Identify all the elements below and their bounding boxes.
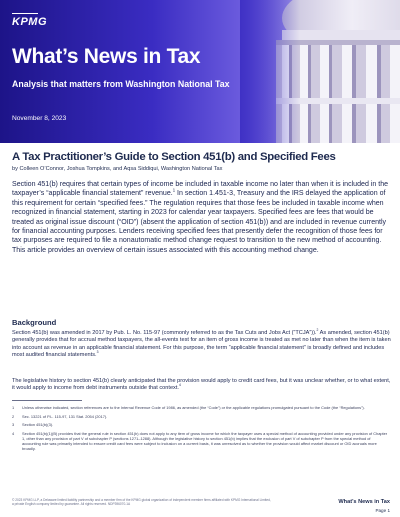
footnote-divider — [12, 400, 82, 401]
footnote-item — [12, 431, 390, 451]
footnote-text: Unless otherwise indicated, section references are to the Internal Revenue Code of 1986, as amended (the “Code”) or the applicable regulations promulgated pursuant to the Code (the “Regulations”). — [22, 405, 365, 410]
publication-title: What’s News in Tax — [12, 45, 201, 68]
footnote-text: Section 451(b)(1)(B) provides that the general rule in section 451(b) does not apply to any item of gross income for which the taxpayer uses a special method of accounting provided under any provision of Chapter 1, other than any provision of part V of subchapter P (sections 1271–1288). Although the legislative history to section 451(b) implies that the exclusion of part V of subchapter P from the special method of accounting rule was primarily intended to ensure credit card fees were subject to inclusion on a current basis, it was unresolved as to whether the provision would affect market discount or OID accruals more broadly. — [22, 430, 388, 452]
background-text: Section 451(b) was amended in 2017 by Pub. L. No. 115-97 (commonly referred to as the Tax Cuts and Jobs Act (“TCJA”)). — [12, 330, 317, 336]
background-text: The legislative history to section 451(b) clearly anticipated that the provision would apply to credit card fees, but it was unclear whether, or to what extent, it would apply to income from debt instruments outside that context. — [12, 378, 391, 392]
footnote-number: 3 — [12, 422, 15, 428]
kpmg-logo — [12, 13, 47, 28]
footnote-item — [12, 405, 390, 410]
footnotes-list — [12, 405, 390, 455]
footnote-ref-4[interactable]: 4 — [178, 383, 181, 388]
footnote-text: Sec. 13221 of P.L. 115-97, 131 Stat. 2054 (2017). — [22, 413, 108, 419]
footnote-item — [12, 414, 390, 419]
intro-text: Section 451(b) requires that certain types of income be included in taxable income no later than when it is included in the taxpayer’s “applicable financial statement” revenue. — [12, 181, 389, 198]
footer-publication-title: What’s News in Tax — [338, 499, 390, 505]
footnote-number: 4 — [12, 430, 15, 436]
article-byline: by Colleen O’Connor, Joshua Tompkins, and Aqsa Siddiqui, Washington National Tax — [12, 166, 223, 172]
background-heading: Background — [12, 318, 57, 327]
footnote-item — [12, 422, 390, 427]
logo-text: KPMG — [12, 16, 47, 28]
footnote-number: 1 — [12, 405, 15, 410]
footnote-text: Section 451(b)(3). — [22, 422, 54, 428]
background-text: As amended, section 451(b) generally provides that for accrual method taxpayers, the all-events test for an item of gross income is treated as met no later than when the item is taken into account as revenue in an applicable financial statement. For this purpose, the term “applicable financial statement” is broadly defined and includes most audited financial statements. — [12, 330, 391, 358]
legal-notice: © 2023 KPMG LLP, a Delaware limited liability partnership and a member firm of the KPMG global organization of independent member firms affiliated with KPMG International Limited, a private English company limited by guarantee. All rights reserved. NDP396070-1A — [12, 498, 271, 507]
intro-text: In section 1.451-3, Treasury and the IRS delayed the application of this requirement for certain “specified fees.” The regulation requires that those fees be included in taxable income when recognized in financial statement, starting in 2023 for calendar year taxpayers. Specified fees are fees that would be treated as original issue discount (“OID”) (absent the application of section 451(b)) and are included in revenue currently for financial accounting purposes. Lenders receiving specified fees that presently defer the recognition of those fees for tax purposes are required to file a nonautomatic method change request to transition to the new method of accounting. This article provides an overview of certain issues associated with this accounting method change. — [12, 190, 387, 254]
footnote-ref-2[interactable]: 2 — [316, 328, 319, 333]
background-paragraph — [12, 378, 391, 393]
logo-rule — [12, 13, 38, 14]
intro-paragraph — [12, 180, 391, 255]
footnote-number: 2 — [12, 413, 15, 419]
publication-subtitle: Analysis that matters from Washington National Tax — [12, 79, 230, 89]
page-number: Page 1 — [375, 508, 390, 513]
article-title: A Tax Practitioner’s Guide to Section 451(b) and Specified Fees — [12, 151, 336, 163]
header-banner — [0, 0, 400, 143]
background-paragraph — [12, 330, 391, 359]
publication-date: November 8, 2023 — [12, 115, 67, 122]
footnote-ref-3[interactable]: 3 — [96, 350, 99, 355]
footnote-ref-1[interactable]: 1 — [172, 188, 176, 194]
